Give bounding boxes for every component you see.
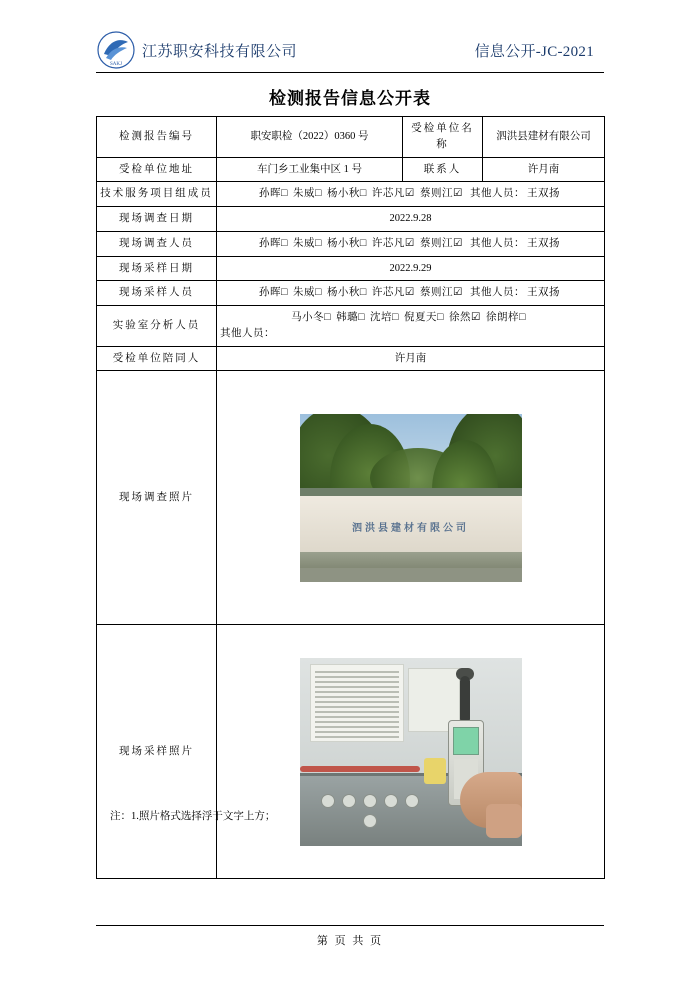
report-no-value: 职安职检（2022）0360 号 [217, 117, 403, 158]
member-checkbox-item[interactable]: 杨小秋□ [326, 188, 370, 200]
member-checkbox-item[interactable]: 杨小秋□ [326, 237, 370, 249]
member-checkbox-item[interactable]: 许芯凡☑ [371, 188, 418, 200]
sample-photo-label: 现场采样照片 [97, 625, 217, 879]
survey-others-label: 其他人员： [470, 237, 525, 249]
member-checkbox-item[interactable]: 蔡则江☑ [419, 287, 466, 299]
page-header [96, 28, 604, 76]
contact-value: 许月南 [483, 157, 605, 182]
table-row [97, 157, 605, 182]
table-row [97, 346, 605, 371]
sample-date-label: 现场采样日期 [97, 256, 217, 281]
sample-photo-cell [217, 625, 605, 879]
survey-staff-label: 现场调查人员 [97, 231, 217, 256]
member-checkbox-item[interactable]: 许芯凡☑ [371, 237, 418, 249]
member-checkbox-item[interactable]: 朱威□ [292, 188, 325, 200]
survey-date-label: 现场调查日期 [97, 207, 217, 232]
table-row [97, 281, 605, 306]
team-members-list [259, 188, 468, 199]
member-checkbox-item[interactable]: 蔡则江☑ [419, 237, 466, 249]
sample-staff-label: 现场采样人员 [97, 281, 217, 306]
member-checkbox-item[interactable]: 马小冬□ [291, 312, 335, 323]
sample-others-label: 其他人员： [470, 287, 525, 299]
survey-others-value: 王双扬 [527, 237, 560, 249]
table-row [97, 117, 605, 158]
lab-staff-list [291, 312, 528, 323]
contact-label: 联系人 [403, 157, 483, 182]
survey-photo-image [300, 414, 522, 582]
page-title: 检测报告信息公开表 [269, 89, 431, 108]
table-row [97, 207, 605, 232]
client-address-value: 车门乡工业集中区 1 号 [217, 157, 403, 182]
survey-date-value: 2022.9.28 [217, 207, 605, 232]
table-row [97, 306, 605, 347]
table-row [97, 256, 605, 281]
member-checkbox-item[interactable]: 朱威□ [292, 237, 325, 249]
client-name-label: 受检单位名称 [403, 117, 483, 158]
survey-staff-cell [217, 231, 605, 256]
table-row-sample-photo [97, 625, 605, 879]
lab-others-row [220, 326, 599, 342]
member-checkbox-item[interactable]: 孙晖□ [259, 237, 291, 249]
document-code: 信息公开-JC-2021 [474, 43, 594, 60]
survey-staff-list [259, 238, 468, 249]
member-checkbox-item[interactable]: 朱威□ [292, 287, 325, 299]
member-checkbox-item[interactable]: 倪夏天□ [404, 312, 447, 323]
lab-staff-label: 实验室分析人员 [97, 306, 217, 347]
lab-staff-cell [217, 306, 605, 347]
svg-text:SAKJ: SAKJ [110, 62, 122, 67]
member-checkbox-item[interactable]: 徐然☑ [448, 312, 485, 323]
team-others-value: 王双扬 [527, 188, 560, 200]
header-left-group [96, 30, 297, 70]
member-checkbox-item[interactable]: 许芯凡☑ [371, 287, 418, 299]
lab-others-label: 其他人员： [220, 327, 275, 339]
member-checkbox-item[interactable]: 蔡则江☑ [419, 188, 466, 200]
survey-photo-cell [217, 371, 605, 625]
member-checkbox-item[interactable]: 徐朗梓□ [486, 312, 526, 323]
sample-staff-list [259, 287, 468, 298]
escort-value: 许月南 [217, 346, 605, 371]
table-row [97, 231, 605, 256]
team-members-cell [217, 182, 605, 207]
team-others-label: 其他人员： [470, 188, 525, 200]
client-address-label: 受检单位地址 [97, 157, 217, 182]
sample-others-value: 王双扬 [527, 287, 560, 299]
survey-photo-wall-text: 泗洪县建材有限公司 [352, 522, 469, 534]
member-checkbox-item[interactable]: 韩璐□ [336, 312, 369, 323]
escort-label: 受检单位陪同人 [97, 346, 217, 371]
report-info-table [96, 116, 605, 879]
company-name: 江苏职安科技有限公司 [142, 43, 298, 60]
team-label: 技术服务项目组成员 [97, 182, 217, 207]
member-checkbox-item[interactable]: 孙晖□ [259, 287, 291, 299]
page-number: 第 页 共 页 [96, 925, 604, 948]
company-logo-icon [96, 30, 136, 70]
client-name-value: 泗洪县建材有限公司 [483, 117, 605, 158]
sample-date-value: 2022.9.29 [217, 256, 605, 281]
member-checkbox-item[interactable]: 沈培□ [370, 312, 403, 323]
sample-staff-cell [217, 281, 605, 306]
page-footer [96, 925, 604, 948]
table-row-survey-photo [97, 371, 605, 625]
survey-photo-label: 现场调查照片 [97, 371, 217, 625]
member-checkbox-item[interactable]: 杨小秋□ [326, 287, 370, 299]
table-row [97, 182, 605, 207]
member-checkbox-item[interactable]: 孙晖□ [259, 188, 291, 200]
report-no-label: 检测报告编号 [97, 117, 217, 158]
table-note: 注：1.照片格式选择浮于文字上方； [110, 811, 276, 822]
sample-photo-image [300, 658, 522, 846]
